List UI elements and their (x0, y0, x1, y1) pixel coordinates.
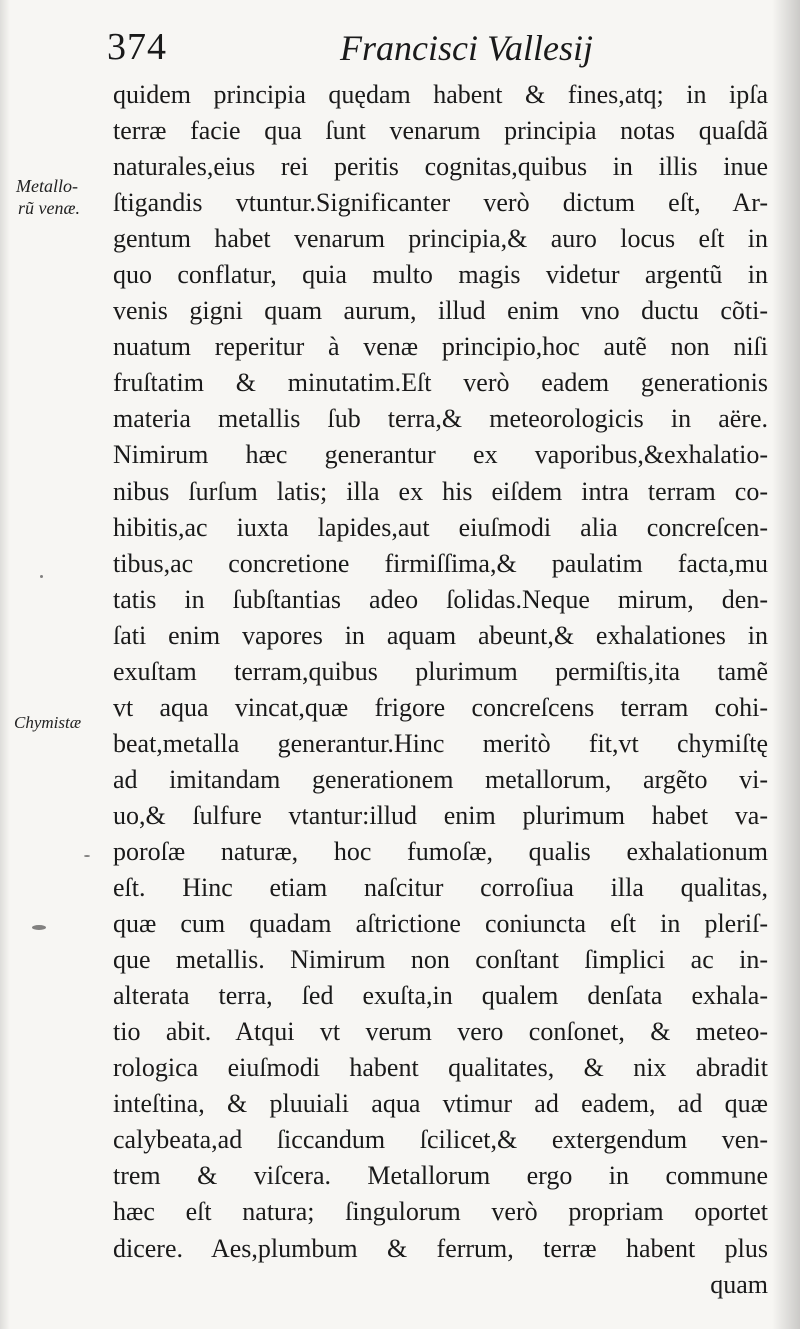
text-line: nibus ſurſum latis; illa ex his eiſdem intra terram co- (113, 476, 768, 506)
text-line: fruſtatim & minutatim.Eſt verò eadem generationis (113, 368, 768, 398)
text-line: hibitis,ac iuxta lapides,aut eiuſmodi alia concreſcen- (113, 512, 768, 542)
text-line: alterata terra, ſed exuſta,in qualem denſata exhala- (113, 981, 768, 1011)
text-line: naturales,eius rei peritis cognitas,quibus in illis inue (113, 152, 768, 182)
text-line: inteſtina, & pluuiali aqua vtimur ad eadem, ad quæ (113, 1089, 768, 1119)
text-line: quidem principia quędam habent & fines,atq; in ipſa (113, 80, 768, 109)
text-line: calybeata,ad ſiccandum ſcilicet,& extergendum ven- (113, 1125, 768, 1155)
text-line: poroſæ naturæ, hoc fumoſæ, qualis exhalationum (113, 836, 768, 866)
text-line: ſtigandis vtuntur.Significanter verò dictum eſt, Ar- (113, 188, 768, 218)
text-line: ad imitandam generationem metallorum, argẽto vi- (113, 764, 768, 794)
marginal-note-line: rũ venæ. (18, 198, 80, 218)
text-line: tatis in ſubſtantias adeo ſolidas.Neque mirum, den- (113, 584, 768, 614)
text-line: exuſtam terram,quibus plurimum permiſtis,ita tamẽ (113, 656, 768, 686)
ink-speck (40, 575, 43, 578)
text-line: quæ cum quadam aſtrictione coniuncta eſt in pleriſ- (113, 909, 768, 939)
marginal-note-metallorum-venae (16, 175, 80, 219)
text-line: rologica eiuſmodi habent qualitates, & nix abradit (113, 1053, 768, 1083)
text-line: nuatum reperitur à venæ principio,hoc autẽ non niſi (113, 332, 768, 362)
text-line: vt aqua vincat,quæ frigore concreſcens terram cohi- (113, 692, 768, 722)
ink-speck (32, 925, 46, 930)
gutter-shadow (0, 0, 10, 1329)
text-line: que metallis. Nimirum non conſtant ſimplici ac in- (113, 945, 768, 975)
page-number: 374 (107, 26, 167, 68)
text-line: materia metallis ſub terra,& meteorologicis in aëre. (113, 404, 768, 434)
text-line: gentum habet venarum principia,& auro locus eſt in (113, 224, 768, 254)
text-line: terræ facie qua ſunt venarum principia notas quaſdã (113, 116, 768, 146)
text-line: beat,metalla generantur.Hinc meritò fit,vt chymiſtę (113, 728, 768, 758)
text-line: Nimirum hæc generantur ex vaporibus,&exhalatio- (113, 440, 768, 470)
page-header (100, 25, 740, 80)
marginal-note-line: Metallo- (16, 176, 78, 196)
page-edge-shadow (772, 0, 800, 1329)
ink-speck (84, 855, 90, 857)
text-line: ſati enim vapores in aquam abeunt,& exhalationes in (113, 620, 768, 650)
text-line: uo,& ſulfure vtantur:illud enim plurimum habet va- (113, 800, 768, 830)
text-line: dicere. Aes,plumbum & ferrum, terræ habent plus (113, 1233, 768, 1263)
text-line: hæc eſt natura; ſingulorum verò propriam oportet (113, 1197, 768, 1227)
text-line: venis gigni quam aurum, illud enim vno ductu cõti- (113, 296, 768, 326)
text-line: tibus,ac concretione firmiſſima,& paulatim facta,mu (113, 548, 768, 578)
catchword: quam (710, 1269, 768, 1299)
text-line: eſt. Hinc etiam naſcitur corroſiua illa qualitas, (113, 873, 768, 903)
running-title: Francisci Vallesij (340, 28, 593, 68)
marginal-note-chymistae: Chymistæ (14, 713, 82, 732)
text-line: quo conflatur, quia multo magis videtur argentũ in (113, 260, 768, 290)
body-text (113, 77, 768, 1303)
text-line: tio abit. Atqui vt verum vero conſonet, & meteo- (113, 1017, 768, 1047)
text-line: trem & viſcera. Metallorum ergo in commune (113, 1161, 768, 1191)
